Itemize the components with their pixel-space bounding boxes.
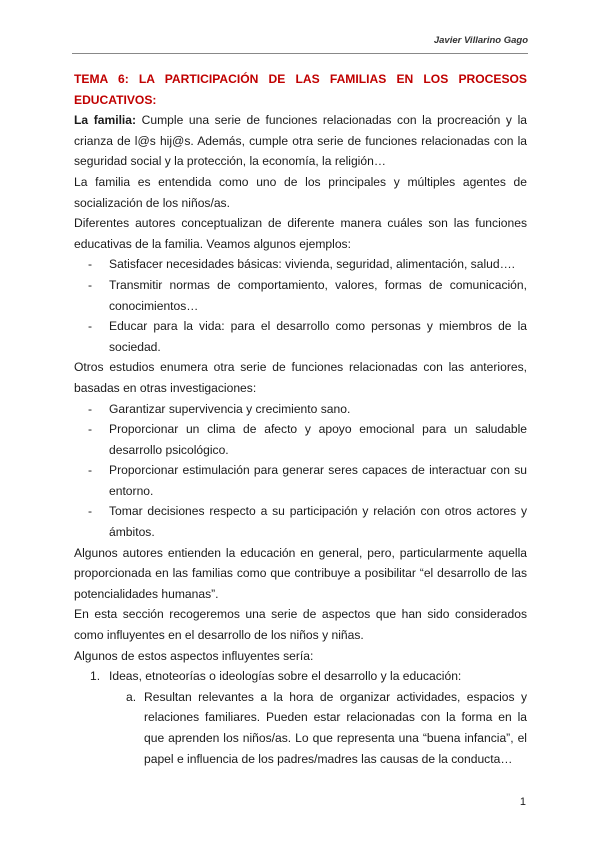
list-item: - Proporcionar estimulación para generar seres capaces de interactuar con su entorno. bbox=[74, 460, 527, 501]
paragraph-6: En esta sección recogeremos una serie de aspectos que han sido considerados como influyentes en el desarrollo de los niños y niñas. bbox=[74, 607, 527, 643]
paragraph-3: Diferentes autores conceptualizan de diferente manera cuáles son las funciones educativas de la familia. Veamos algunos ejemplos: bbox=[74, 216, 527, 251]
list-marker: 1. bbox=[90, 669, 101, 684]
list-marker: a. bbox=[126, 689, 137, 704]
paragraph-5: Algunos autores entienden la educación en general, pero, particularmente aquella proporcionada en las familias como que contribuye a posibilitar “el desarrollo de las potencialidades humanas”. bbox=[74, 545, 527, 601]
header-author: Javier Villarino Gago bbox=[433, 35, 528, 46]
header-divider bbox=[72, 53, 528, 54]
list-item: - Educar para la vida: para el desarrollo como personas y miembros de la sociedad. bbox=[74, 316, 527, 357]
list-item: - Tomar decisiones respecto a su participación y relación con otros actores y ámbitos. bbox=[74, 501, 527, 542]
list-item: - Garantizar supervivencia y crecimiento sano. bbox=[74, 399, 527, 420]
sub-list-item bbox=[109, 687, 527, 769]
document-title-line-2: EDUCATIVOS: bbox=[74, 92, 157, 107]
functions-list-1 bbox=[74, 254, 527, 357]
list-item: - Proporcionar un clima de afecto y apoyo emocional para un saludable desarrollo psicológico. bbox=[74, 419, 527, 460]
influences-list bbox=[74, 666, 527, 769]
numbered-item-text: Ideas, etnoteorías o ideologías sobre el desarrollo y la educación: bbox=[109, 669, 462, 684]
list-item: - Satisfacer necesidades básicas: vivienda, seguridad, alimentación, salud…. bbox=[74, 254, 527, 275]
numbered-list-item bbox=[74, 666, 527, 769]
page-number: 1 bbox=[519, 796, 526, 808]
list-item: - Transmitir normas de comportamiento, valores, formas de comunicación, conocimientos… bbox=[74, 275, 527, 316]
intro-text: Cumple una serie de funciones relacionadas con la procreación y la crianza de l@s hij@s. Además, cumple otra serie de funciones relacionadas con la seguridad social y la protección, la economía, la religión… bbox=[74, 113, 527, 169]
paragraph-2: La familia es entendida como uno de los principales y múltiples agentes de socialización de los niños/as. bbox=[74, 174, 527, 210]
sub-item-text: Resultan relevantes a la hora de organizar actividades, espacios y relaciones familiares. Pueden estar relacionadas con la forma en la que aprenden los niños/as. Lo que representa una “buena infancia”, el papel e influencia de los padres/madres las causas de la conducta… bbox=[144, 689, 527, 766]
sub-list bbox=[109, 687, 527, 769]
intro-paragraph bbox=[74, 110, 527, 172]
paragraph-7: Algunos de estos aspectos influyentes sería: bbox=[74, 648, 314, 663]
document-title-line-1: TEMA 6: LA PARTICIPACIÓN DE LAS FAMILIAS EN LOS PROCESOS bbox=[74, 72, 527, 86]
functions-list-2 bbox=[74, 399, 527, 543]
intro-term: La familia: bbox=[74, 113, 137, 128]
paragraph-4: Otros estudios enumera otra serie de funciones relacionadas con las anteriores, basadas en otras investigaciones: bbox=[74, 360, 527, 395]
document-body bbox=[74, 69, 527, 769]
